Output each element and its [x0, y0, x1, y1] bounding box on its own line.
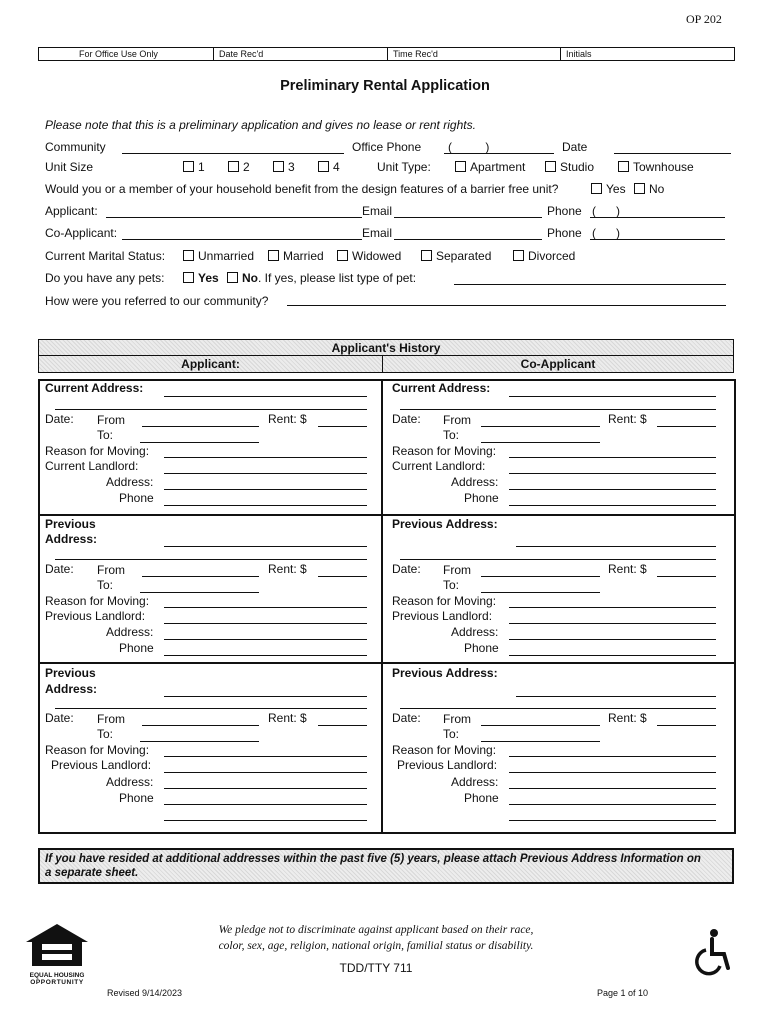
additional-address-note	[38, 848, 734, 884]
to-input[interactable]	[140, 442, 259, 443]
landlord-phone-input[interactable]	[509, 804, 716, 805]
reason-label: Reason for Moving:	[392, 594, 497, 608]
unit-size-3[interactable]: 3	[273, 160, 295, 174]
co-applicant-email-label: Email	[362, 226, 393, 240]
office-phone-label: Office Phone	[352, 140, 422, 154]
pledge-line-1: We pledge not to discriminate against applicant based on their race,	[218, 924, 534, 936]
applicant-current-address-input[interactable]	[164, 396, 367, 397]
landlord-label: Previous Landlord:	[51, 758, 152, 772]
to-input[interactable]	[481, 741, 600, 742]
ehl-line-1: EQUAL HOUSING	[29, 972, 85, 979]
reason-label: Reason for Moving:	[392, 743, 497, 757]
date-recd-label: Date Rec'd	[219, 49, 264, 59]
co-current-address-line2[interactable]	[400, 409, 716, 410]
landlord-phone-label: Phone	[119, 641, 154, 655]
date-label: Date	[562, 140, 588, 154]
marital-separated[interactable]: Separated	[421, 249, 491, 263]
checkbox-icon	[268, 250, 279, 261]
landlord-address-input[interactable]	[164, 639, 367, 640]
landlord-address-input[interactable]	[164, 489, 367, 490]
checkbox-icon	[618, 161, 629, 172]
co-prev-address-label: Previous Address:	[392, 517, 498, 531]
from-input[interactable]	[142, 725, 259, 726]
co-applicant-email-input[interactable]	[394, 239, 542, 240]
landlord-label: Current Landlord:	[45, 459, 139, 473]
unit-size-4[interactable]: 4	[318, 160, 340, 174]
checkbox-icon	[318, 161, 329, 172]
from-input[interactable]	[142, 426, 259, 427]
landlord-label: Current Landlord:	[392, 459, 486, 473]
co-applicant-label: Co-Applicant:	[45, 226, 118, 240]
unit-size-1[interactable]: 1	[183, 160, 205, 174]
checkbox-icon	[228, 161, 239, 172]
checkbox-icon	[337, 250, 348, 261]
landlord-address-label: Address:	[451, 775, 499, 789]
rent-input[interactable]	[318, 576, 367, 577]
landlord-address-input[interactable]	[509, 788, 716, 789]
rent-input[interactable]	[657, 725, 716, 726]
landlord-phone-label: Phone	[119, 791, 154, 805]
pet-type-input[interactable]	[454, 284, 726, 285]
checkbox-icon	[183, 161, 194, 172]
referral-input[interactable]	[287, 305, 726, 306]
marital-widowed[interactable]: Widowed	[337, 249, 401, 263]
page-number: Page 1 of 10	[597, 988, 649, 998]
ehl-line-2: OPPORTUNITY	[30, 979, 84, 986]
unit-type-label: Unit Type:	[377, 160, 431, 174]
page-title: Preliminary Rental Application	[280, 78, 490, 94]
from-label: From	[443, 413, 471, 427]
co-prev-address-input[interactable]	[516, 546, 716, 547]
landlord-label: Previous Landlord:	[45, 609, 146, 623]
co-applicant-name-input[interactable]	[122, 239, 362, 240]
landlord-phone-label: Phone	[464, 491, 499, 505]
landlord-phone-label: Phone	[464, 791, 499, 805]
co-applicant-phone-label: Phone	[547, 226, 582, 240]
to-label: To:	[97, 428, 114, 442]
landlord-phone-input[interactable]	[509, 505, 716, 506]
initials-label: Initials	[566, 49, 592, 59]
unit-type-studio[interactable]: Studio	[545, 160, 594, 174]
checkbox-icon	[183, 250, 194, 261]
landlord-input[interactable]	[509, 772, 716, 773]
from-input[interactable]	[481, 426, 600, 427]
landlord-address-input[interactable]	[509, 639, 716, 640]
date-input[interactable]	[614, 153, 731, 154]
rent-label: Rent: $	[608, 562, 647, 576]
form-code: OP 202	[686, 12, 722, 26]
to-label: To:	[97, 578, 114, 592]
marital-status-label: Current Marital Status:	[45, 249, 166, 263]
landlord-input[interactable]	[509, 623, 716, 624]
prev-address-input[interactable]	[164, 546, 367, 547]
barrier-free-question: Would you or a member of your household benefit from the design features of a barrier free unit?	[45, 182, 559, 196]
landlord-address-input[interactable]	[509, 489, 716, 490]
reason-input[interactable]	[509, 756, 716, 757]
from-label: From	[443, 563, 471, 577]
date-label: Date:	[45, 711, 74, 725]
applicant-current-address-label: Current Address:	[45, 381, 144, 395]
rent-label: Rent: $	[608, 711, 647, 725]
co-current-address-label: Current Address:	[392, 381, 491, 395]
extra-line-input[interactable]	[164, 820, 367, 821]
marital-unmarried[interactable]: Unmarried	[183, 249, 254, 263]
prev-address-label: Address:	[45, 532, 98, 546]
from-input[interactable]	[481, 576, 600, 577]
applicant-label: Applicant:	[45, 204, 98, 218]
prev-address-input[interactable]	[164, 696, 367, 697]
reason-input[interactable]	[164, 457, 367, 458]
barrier-free-yes[interactable]: Yes	[591, 182, 626, 196]
reason-label: Reason for Moving:	[45, 594, 150, 608]
date-label: Date:	[392, 412, 421, 426]
pets-no[interactable]: No. If yes, please list type of pet:	[227, 271, 416, 285]
barrier-free-no[interactable]: No	[634, 182, 664, 196]
co-applicant-phone-paren: ( )	[592, 226, 620, 240]
prev-address-line2[interactable]	[55, 708, 367, 709]
reason-label: Reason for Moving:	[45, 444, 150, 458]
to-input[interactable]	[140, 741, 259, 742]
applicant-current-address-line2[interactable]	[55, 409, 367, 410]
landlord-label: Previous Landlord:	[397, 758, 498, 772]
marital-divorced[interactable]: Divorced	[513, 249, 575, 263]
unit-size-label: Unit Size	[45, 160, 94, 174]
referral-question: How were you referred to our community?	[45, 294, 269, 308]
reason-label: Reason for Moving:	[45, 743, 150, 757]
landlord-input[interactable]	[509, 473, 716, 474]
pets-yes[interactable]: Yes	[183, 271, 219, 285]
landlord-address-label: Address:	[106, 625, 154, 639]
landlord-address-input[interactable]	[164, 788, 367, 789]
reason-label: Reason for Moving:	[392, 444, 497, 458]
to-label: To:	[97, 727, 114, 741]
checkbox-icon	[227, 272, 238, 283]
reason-input[interactable]	[509, 457, 716, 458]
rent-input[interactable]	[318, 725, 367, 726]
co-prev-address-input[interactable]	[516, 696, 716, 697]
from-input[interactable]	[142, 576, 259, 577]
from-label: From	[443, 712, 471, 726]
landlord-address-label: Address:	[106, 475, 154, 489]
to-input[interactable]	[481, 592, 600, 593]
extra-line-input[interactable]	[509, 820, 716, 821]
pledge-line-2: color, sex, age, religion, national origin, familial status or disability.	[218, 940, 534, 952]
reason-input[interactable]	[164, 607, 367, 608]
reason-input[interactable]	[509, 607, 716, 608]
applicant-phone-paren: ( )	[592, 204, 620, 218]
applicant-name-input[interactable]	[106, 217, 362, 218]
rent-input[interactable]	[657, 426, 716, 427]
co-prev-address-label: Previous Address:	[392, 666, 498, 680]
from-input[interactable]	[481, 725, 600, 726]
history-co-applicant-header: Co-Applicant	[520, 357, 596, 371]
co-prev-address-line2[interactable]	[400, 708, 716, 709]
community-label: Community	[45, 140, 106, 154]
rent-input[interactable]	[318, 426, 367, 427]
to-label: To:	[443, 727, 460, 741]
to-label: To:	[443, 428, 460, 442]
office-use-bar	[38, 47, 735, 61]
date-label: Date:	[392, 562, 421, 576]
landlord-phone-input[interactable]	[164, 804, 367, 805]
rent-label: Rent: $	[268, 412, 307, 426]
community-input[interactable]	[122, 153, 344, 154]
checkbox-icon	[421, 250, 432, 261]
to-input[interactable]	[140, 592, 259, 593]
landlord-phone-label: Phone	[464, 641, 499, 655]
history-title: Applicant's History	[331, 341, 441, 355]
marital-married[interactable]: Married	[268, 249, 324, 263]
applicant-phone-input[interactable]	[590, 217, 725, 218]
landlord-phone-label: Phone	[119, 491, 154, 505]
co-prev-address-line2[interactable]	[400, 559, 716, 560]
checkbox-icon	[183, 272, 194, 283]
office-phone-input[interactable]	[444, 153, 554, 154]
office-phone-paren: ( )	[448, 140, 490, 154]
applicant-phone-label: Phone	[547, 204, 582, 218]
landlord-address-label: Address:	[451, 625, 499, 639]
landlord-input[interactable]	[164, 473, 367, 474]
from-label: From	[97, 413, 125, 427]
unit-type-apartment[interactable]: Apartment	[455, 160, 525, 174]
rent-input[interactable]	[657, 576, 716, 577]
landlord-input[interactable]	[164, 623, 367, 624]
checkbox-icon	[634, 183, 645, 194]
rent-label: Rent: $	[268, 711, 307, 725]
from-label: From	[97, 563, 125, 577]
unit-size-2[interactable]: 2	[228, 160, 250, 174]
reason-input[interactable]	[164, 756, 367, 757]
applicant-email-input[interactable]	[394, 217, 542, 218]
rent-label: Rent: $	[608, 412, 647, 426]
co-current-address-input[interactable]	[509, 396, 716, 397]
checkbox-icon	[513, 250, 524, 261]
landlord-label: Previous Landlord:	[392, 609, 493, 623]
landlord-input[interactable]	[164, 772, 367, 773]
history-header	[38, 339, 734, 373]
checkbox-icon	[273, 161, 284, 172]
prev-label: Previous	[45, 666, 96, 680]
notice-text: Please note that this is a preliminary application and gives no lease or rent rights.	[45, 118, 476, 132]
history-applicant-header: Applicant:	[181, 357, 240, 371]
office-use-label: For Office Use Only	[79, 49, 158, 59]
from-label: From	[97, 712, 125, 726]
additional-address-note-text: If you have resided at additional addresses within the past five (5) years, please attach Previous Address Information on a separate sheet.	[45, 853, 701, 879]
landlord-phone-input[interactable]	[164, 505, 367, 506]
date-label: Date:	[45, 412, 74, 426]
landlord-phone-input[interactable]	[164, 655, 367, 656]
checkbox-icon	[591, 183, 602, 194]
prev-address-line2[interactable]	[55, 559, 367, 560]
date-label: Date:	[392, 711, 421, 725]
revised-date: Revised 9/14/2023	[107, 988, 183, 998]
pets-question: Do you have any pets:	[45, 271, 165, 285]
prev-label: Previous	[45, 517, 96, 531]
checkbox-icon	[545, 161, 556, 172]
time-recd-label: Time Rec'd	[393, 49, 438, 59]
unit-type-townhouse[interactable]: Townhouse	[618, 160, 694, 174]
rent-label: Rent: $	[268, 562, 307, 576]
landlord-phone-input[interactable]	[509, 655, 716, 656]
to-input[interactable]	[481, 442, 600, 443]
applicant-email-label: Email	[362, 204, 393, 218]
prev-address-label: Address:	[45, 682, 98, 696]
to-label: To:	[443, 578, 460, 592]
date-label: Date:	[45, 562, 74, 576]
checkbox-icon	[455, 161, 466, 172]
co-applicant-phone-input[interactable]	[590, 239, 725, 240]
tdd-text: TDD/TTY 711	[339, 961, 413, 975]
landlord-address-label: Address:	[451, 475, 499, 489]
landlord-address-label: Address:	[106, 775, 154, 789]
accessibility-icon	[694, 928, 732, 981]
